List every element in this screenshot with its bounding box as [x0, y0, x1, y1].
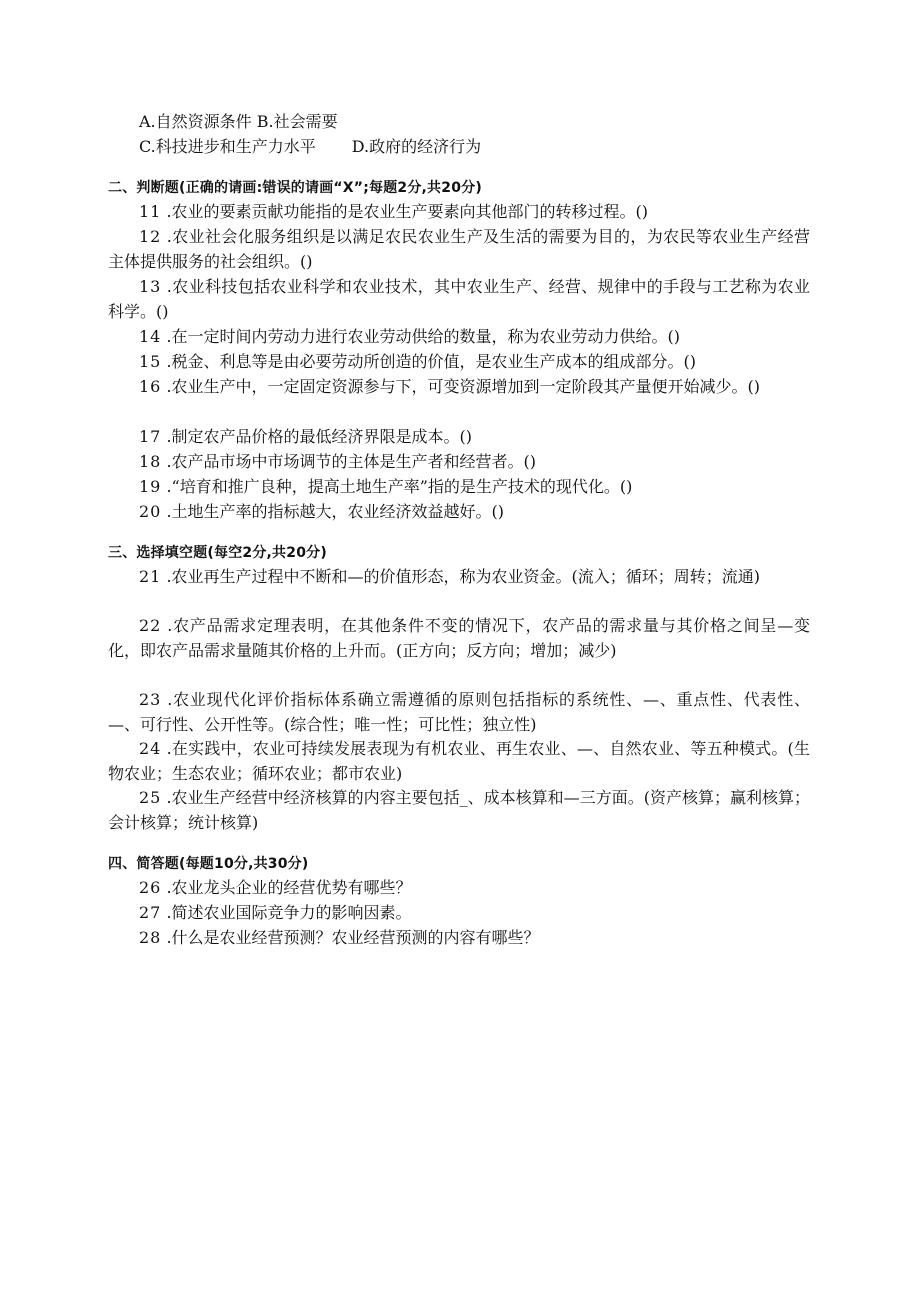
question-28: 28 .什么是农业经营预测？农业经营预测的内容有哪些？	[139, 928, 540, 947]
question-number: 15	[139, 352, 162, 371]
question-number: 20	[139, 502, 162, 521]
question-23: 23 .农业现代化评价指标体系确立需遵循的原则包括指标的系统性、—、重点性、代表性、—、可行性、公开性等。(综合性；唯一性；可比性；独立性)	[108, 690, 810, 734]
question-text: 土地生产率的指标越大，农业经济效益越好。()	[171, 502, 505, 521]
question-number: 28	[139, 928, 162, 947]
question-text: 税金、利息等是由必要劳动所创造的价值，是农业生产成本的组成部分。()	[171, 352, 697, 371]
question-19: 19 .“培育和推广良种，提高土地生产率”指的是生产技术的现代化。()	[139, 477, 633, 496]
question-number: 25	[139, 788, 162, 807]
question-text: 制定农产品价格的最低经济界限是成本。()	[171, 427, 473, 446]
question-14: 14 .在一定时间内劳动力进行农业劳动供给的数量，称为农业劳动力供给。()	[139, 327, 681, 346]
question-21: 21 .农业再生产过程中不断和—的价值形态，称为农业资金。(流入；循环；周转；流通)	[139, 567, 761, 586]
question-number: 12	[139, 227, 162, 246]
question-18: 18 .农产品市场中市场调节的主体是生产者和经营者。()	[139, 452, 537, 471]
question-26: 26 .农业龙头企业的经营优势有哪些？	[139, 878, 412, 897]
question-number: 14	[139, 327, 162, 346]
question-text: 农业生产中，一定固定资源参与下，可变资源增加到一定阶段其产量便开始减少。()	[171, 377, 761, 396]
question-text: “培育和推广良种，提高土地生产率”指的是生产技术的现代化。()	[171, 477, 633, 496]
question-number: 22	[139, 616, 162, 635]
question-11: 11 .农业的要素贡献功能指的是农业生产要素向其他部门的转移过程。()	[139, 202, 649, 221]
question-number: 24	[139, 739, 162, 758]
question-text: 农业现代化评价指标体系确立需遵循的原则包括指标的系统性、—、重点性、代表性、—、可行性、公开性等。(综合性；唯一性；可比性；独立性)	[108, 690, 810, 734]
question-number: 11	[139, 202, 162, 221]
question-number: 27	[139, 903, 162, 922]
question-25: 25 .农业生产经营中经济核算的内容主要包括_、成本核算和—三方面。(资产核算；赢利核算；会计核算；统计核算)	[108, 788, 811, 832]
section-heading-short-answer: 四、简答题(每题10分,共30分)	[108, 856, 309, 872]
option-d: D.政府的经济行为	[351, 137, 482, 156]
options-block	[139, 109, 481, 159]
question-22: 22 .农产品需求定理表明，在其他条件不变的情况下，农产品的需求量与其价格之间呈—变化，即农产品需求量随其价格的上升而。(正方向；反方向；增加；减少)	[108, 616, 810, 660]
section-heading-judgment: 二、判断题(正确的请画:错误的请画“X”;每题2分,共20分)	[108, 180, 482, 196]
question-24: 24 .在实践中，农业可持续发展表现为有机农业、再生农业、—、自然农业、等五种模式。(生物农业；生态农业；循环农业；都市农业)	[108, 739, 810, 783]
question-number: 23	[139, 690, 162, 709]
question-number: 19	[139, 477, 162, 496]
section-heading-fill-in: 三、选择填空题(每空2分,共20分)	[108, 545, 327, 561]
question-number: 26	[139, 878, 162, 897]
question-text: 农业社会化服务组织是以满足农民农业生产及生活的需要为目的，为农民等农业生产经营主体提供服务的社会组织。()	[108, 227, 810, 271]
question-text: 农业龙头企业的经营优势有哪些？	[171, 878, 412, 897]
question-16: 16 .农业生产中，一定固定资源参与下，可变资源增加到一定阶段其产量便开始减少。()	[139, 377, 761, 396]
question-12: 12 .农业社会化服务组织是以满足农民农业生产及生活的需要为目的，为农民等农业生产经营主体提供服务的社会组织。()	[108, 227, 810, 271]
option-row-cd	[139, 134, 481, 159]
question-text: 在实践中，农业可持续发展表现为有机农业、再生农业、—、自然农业、等五种模式。(生物农业；生态农业；循环农业；都市农业)	[108, 739, 810, 783]
question-text: 农业的要素贡献功能指的是农业生产要素向其他部门的转移过程。()	[171, 202, 649, 221]
question-text: 农产品需求定理表明，在其他条件不变的情况下，农产品的需求量与其价格之间呈—变化，即农产品需求量随其价格的上升而。(正方向；反方向；增加；减少)	[108, 616, 810, 660]
question-20: 20 .土地生产率的指标越大，农业经济效益越好。()	[139, 502, 505, 521]
option-c: C.科技进步和生产力水平	[139, 137, 316, 156]
question-text: 简述农业国际竞争力的影响因素。	[171, 903, 412, 922]
option-row-ab: A.自然资源条件 B.社会需要	[139, 112, 338, 131]
question-text: 农产品市场中市场调节的主体是生产者和经营者。()	[171, 452, 537, 471]
question-text: 农业科技包括农业科学和农业技术，其中农业生产、经营、规律中的手段与工艺称为农业科学。()	[108, 277, 810, 321]
question-text: 在一定时间内劳动力进行农业劳动供给的数量，称为农业劳动力供给。()	[171, 327, 681, 346]
question-text: 什么是农业经营预测？农业经营预测的内容有哪些？	[171, 928, 540, 947]
question-17: 17 .制定农产品价格的最低经济界限是成本。()	[139, 427, 473, 446]
question-text: 农业生产经营中经济核算的内容主要包括_、成本核算和—三方面。(资产核算；赢利核算；会计核算；统计核算)	[108, 788, 811, 832]
question-number: 17	[139, 427, 162, 446]
question-number: 16	[139, 377, 162, 396]
question-27: 27 .简述农业国际竞争力的影响因素。	[139, 903, 412, 922]
question-number: 13	[139, 277, 162, 296]
question-15: 15 .税金、利息等是由必要劳动所创造的价值，是农业生产成本的组成部分。()	[139, 352, 697, 371]
question-13: 13 .农业科技包括农业科学和农业技术，其中农业生产、经营、规律中的手段与工艺称为农业科学。()	[108, 277, 810, 321]
question-number: 18	[139, 452, 162, 471]
question-text: 农业再生产过程中不断和—的价值形态，称为农业资金。(流入；循环；周转；流通)	[171, 567, 761, 586]
question-number: 21	[139, 567, 162, 586]
